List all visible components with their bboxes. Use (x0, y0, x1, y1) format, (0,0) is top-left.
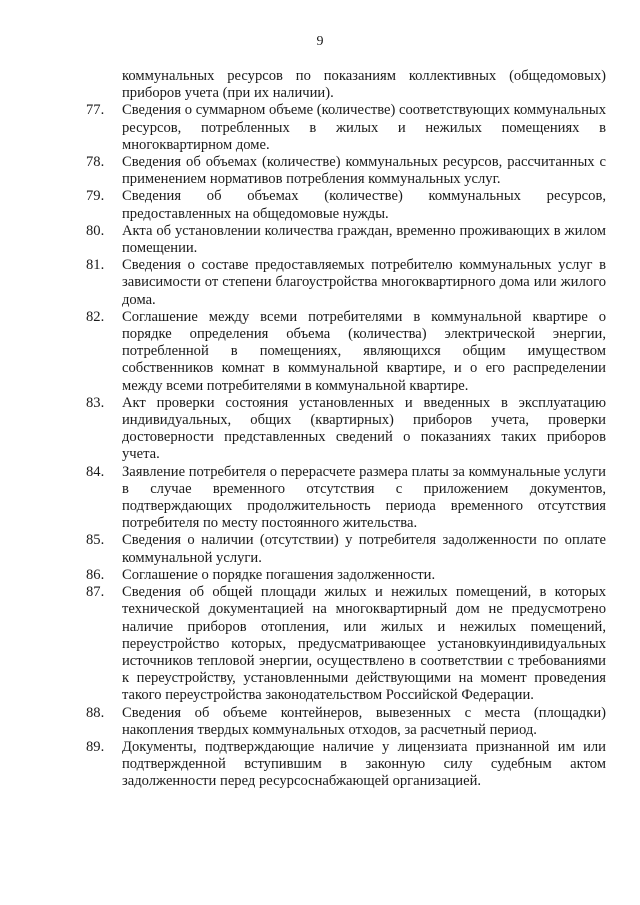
list-item (86, 223, 606, 257)
item-text: Документы, подтверждающие наличие у лицензиата признанной им или подтвержденной вступившим в законную силу судебным актом задолженности перед ресурсоснабжающей организацией. (122, 738, 606, 790)
item-text: Сведения об объеме контейнеров, вывезенных с места (площадки) накопления твердых коммунальных отходов, за расчетный период. (122, 704, 606, 738)
item-number: 78. (86, 154, 105, 171)
item-text: Соглашение о порядке погашения задолженности. (122, 566, 436, 583)
page-number: 9 (316, 34, 324, 49)
item-text: Соглашение между всеми потребителями в коммунальной квартире о порядке определения объема (количества) электрической энергии, потребленной в помещениях, являющихся общим имуществом собственников комнат в коммунальной квартире, и о его распределении между всеми потребителями в коммунальной квартире. (122, 308, 606, 394)
list-item (86, 257, 606, 309)
item-number: 86. (86, 566, 105, 583)
item-number: 84. (86, 463, 105, 480)
item-number: 89. (86, 738, 105, 755)
list-item (86, 705, 606, 739)
paragraph-text: коммунальных ресурсов по показаниям коллективных (общедомовых) приборов учета (при их наличии). (122, 68, 606, 102)
list-item (86, 188, 606, 222)
item-text: Сведения об объемах (количестве) коммунальных ресурсов, предоставленных на общедомовые нужды. (122, 188, 606, 222)
item-number: 77. (86, 102, 105, 119)
list-item (86, 567, 606, 584)
item-text: Сведения о составе предоставляемых потребителю коммунальных услуг в зависимости от степени благоустройства многоквартирного дома или жилого дома. (122, 257, 606, 308)
list-item (86, 102, 606, 154)
document-body (86, 68, 606, 791)
item-number: 82. (86, 308, 105, 325)
list-item (86, 395, 606, 464)
item-number: 88. (86, 704, 105, 721)
continuation-paragraph (86, 68, 606, 102)
list-item (86, 309, 606, 395)
item-text: Акт проверки состояния установленных и введенных в эксплуатацию индивидуальных, общих (квартирных) приборов учета, проверки достоверности представленных сведений о показаниях таких приборов учета. (122, 394, 606, 463)
item-text: Акта об установлении количества граждан, временно проживающих в жилом помещении. (122, 222, 606, 257)
item-text: Сведения об общей площади жилых и нежилых помещений, в которых технической документацией на многоквартирный дом не предусмотрено наличие приборов отопления, или жилых и нежилых помещений, переустройство которых, предусматривающее установкуиндивидуальных источников тепловой энергии, осуществлено в соответствии с требованиями к переустройству, установленными действующими на момент проведения такого переустройства законодательством Российской Федерации. (122, 584, 606, 704)
item-number: 83. (86, 394, 105, 411)
item-text: Сведения о наличии (отсутствии) у потребителя задолженности по оплате коммунальной услуги. (122, 532, 606, 566)
list-item (86, 532, 606, 566)
item-text: Заявление потребителя о перерасчете размера платы за коммунальные услуги в случае временного отсутствия с приложением документов, подтверждающих продолжительность периода временного отсутствия потребителя по месту постоянного жительства. (122, 463, 606, 532)
list-item (86, 739, 606, 791)
list-item (86, 584, 606, 704)
list-item (86, 154, 606, 188)
item-number: 87. (86, 584, 105, 601)
item-text: Сведения о суммарном объеме (количестве) соответствующих коммунальных ресурсов, потребленных в жилых и нежилых помещениях в многоквартирном доме. (122, 102, 606, 153)
item-number: 85. (86, 532, 105, 549)
item-text: Сведения об объемах (количестве) коммунальных ресурсов, рассчитанных с применением нормативов потребления коммунальных услуг. (122, 154, 606, 188)
item-number: 81. (86, 257, 105, 274)
item-number: 80. (86, 222, 105, 239)
item-number: 79. (86, 188, 105, 205)
list-item (86, 464, 606, 533)
